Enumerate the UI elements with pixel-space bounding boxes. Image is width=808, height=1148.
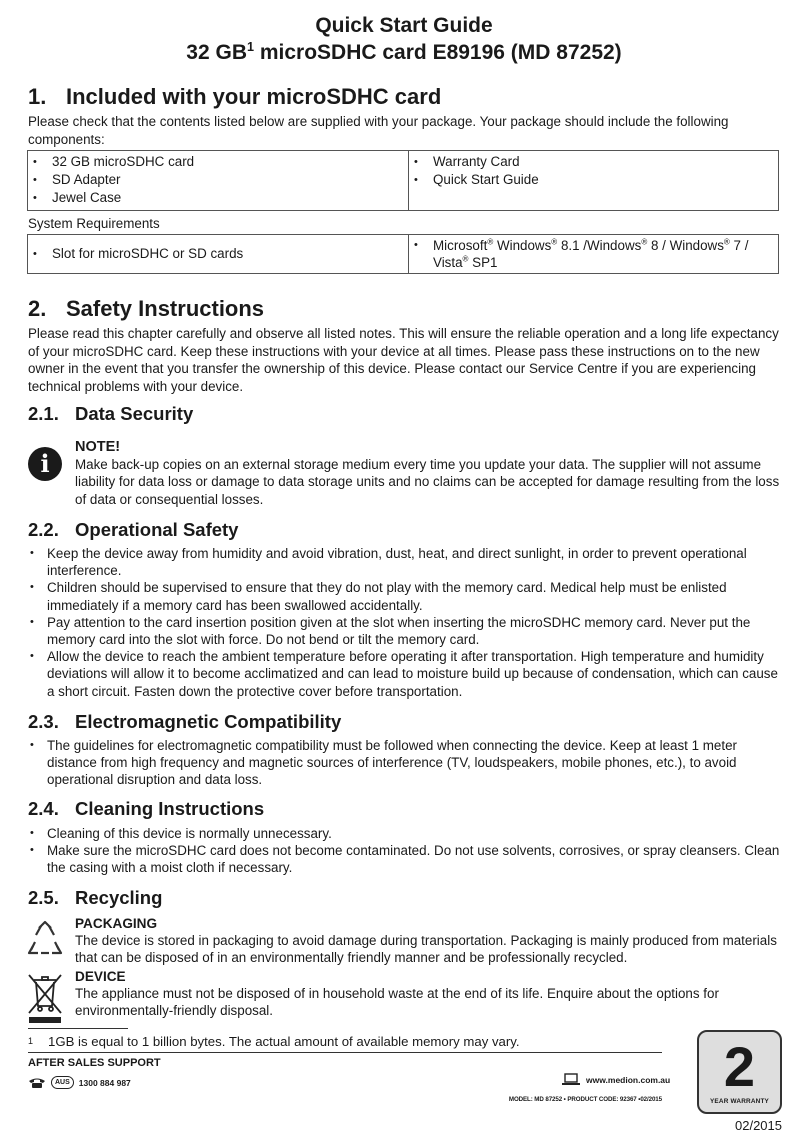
title-capacity: 32 GB bbox=[186, 41, 247, 64]
phone-number: 1300 884 987 bbox=[78, 1077, 131, 1088]
packaging-label: PACKAGING bbox=[75, 916, 158, 931]
registered-mark: ® bbox=[551, 237, 558, 247]
after-sales-heading: AFTER SALES SUPPORT bbox=[28, 1057, 161, 1069]
list-item: • Cleaning of this device is normally unnecessary. bbox=[28, 825, 780, 842]
os-text-part: 8.1 /Windows bbox=[557, 238, 642, 253]
title-footnote-mark: 1 bbox=[247, 40, 255, 54]
warranty-years: 2 bbox=[723, 1035, 756, 1098]
list-item: • Make sure the microSDHC card does not become contaminated. Do not use solvents, corrosives, or spray cleansers. Clean the casing with a moist cloth if necessary. bbox=[28, 842, 780, 876]
emc-list bbox=[28, 737, 780, 789]
support-phone bbox=[28, 1076, 131, 1089]
section-title: Data Security bbox=[75, 403, 194, 424]
title-product-name: microSDHC card E89196 (MD 87252) bbox=[254, 41, 622, 64]
model-product-code: MODEL: MD 87252 • PRODUCT CODE: 92367 •02/2015 bbox=[508, 1096, 662, 1103]
section-2-3-heading bbox=[28, 711, 341, 733]
component-item: • Warranty Card bbox=[413, 153, 774, 171]
system-requirements-table bbox=[27, 234, 779, 274]
footnote bbox=[28, 1033, 520, 1050]
component-item: • SD Adapter bbox=[32, 171, 404, 189]
section-2-title: Safety Instructions bbox=[66, 296, 265, 321]
date-code: 02/2015 bbox=[735, 1118, 782, 1133]
section-title: Electromagnetic Compatibility bbox=[75, 711, 342, 732]
section-number: 2.5. bbox=[28, 887, 59, 908]
list-item: • Pay attention to the card insertion position given at the slot when inserting the microSDHC memory card. Never put the memory card into the slot with force. Do not bend or tilt the memory card. bbox=[28, 614, 780, 648]
list-item: • Keep the device away from humidity and avoid vibration, dust, heat, and direct sunlight, in order to prevent operational interference. bbox=[28, 545, 780, 579]
registered-mark: ® bbox=[462, 254, 469, 264]
registered-mark: ® bbox=[723, 237, 730, 247]
system-requirements-label: System Requirements bbox=[28, 216, 160, 231]
component-item: • Jewel Case bbox=[32, 189, 404, 207]
section-number: 2.1. bbox=[28, 403, 59, 424]
data-security-note bbox=[75, 438, 780, 508]
title-line-2 bbox=[0, 39, 808, 66]
recycle-icon bbox=[25, 920, 65, 960]
cleaning-list bbox=[28, 825, 780, 877]
registered-mark: ® bbox=[641, 237, 648, 247]
components-right-cell bbox=[409, 151, 779, 211]
section-2-heading bbox=[28, 296, 264, 322]
telephone-icon bbox=[28, 1077, 46, 1089]
sysreq-left-cell bbox=[28, 235, 409, 274]
section-number: 2.2. bbox=[28, 519, 59, 540]
components-left-cell bbox=[28, 151, 409, 211]
section-1-number: 1. bbox=[28, 84, 47, 109]
device-text: The appliance must not be disposed of in household waste at the end of its life. Enquire about the options for environmentally-friendly disposal. bbox=[75, 986, 719, 1018]
section-title: Cleaning Instructions bbox=[75, 798, 265, 819]
component-item: • 32 GB microSDHC card bbox=[32, 153, 404, 171]
operational-safety-list bbox=[28, 545, 780, 700]
section-1-heading bbox=[28, 84, 441, 110]
list-item: • Children should be supervised to ensure that they do not play with the memory card. Medical help must be enlisted immediately if a memory card has been swallowed accidentally. bbox=[28, 579, 780, 613]
section-2-intro: Please read this chapter carefully and observe all listed notes. This will ensure the reliable operation and a long life expectancy of your microSDHC card. Keep these instructions with your device at all times. Please pass these instructions on to the new owner in the event that you transfer the ownership of this device. Please contact our Service Centre if you are experiencing technical problems with your device. bbox=[28, 326, 779, 394]
list-item: • The guidelines for electromagnetic compatibility must be followed when connecting the device. Keep at least 1 meter distance from high frequency and magnetic sources of interference (TV, loudspeakers, mobile phones, etc.), to avoid operational disruption and data loss. bbox=[28, 737, 780, 789]
sysreq-slot: • Slot for microSDHC or SD cards bbox=[32, 245, 404, 263]
support-website bbox=[562, 1073, 670, 1086]
packaging-block bbox=[75, 915, 780, 966]
section-2-4-heading bbox=[28, 798, 264, 820]
sysreq-right-cell bbox=[409, 235, 779, 274]
section-title: Operational Safety bbox=[75, 519, 239, 540]
warranty-label: YEAR WARRANTY bbox=[709, 1098, 770, 1105]
crossed-bin-icon bbox=[26, 972, 64, 1024]
section-1-intro: Please check that the contents listed below are supplied with your package. Your package should include the following components: bbox=[28, 114, 729, 147]
registered-mark: ® bbox=[487, 237, 494, 247]
info-icon: i bbox=[28, 447, 62, 481]
aus-badge: AUS bbox=[51, 1076, 74, 1089]
footnote-divider bbox=[28, 1028, 128, 1029]
footnote-mark: 1 bbox=[28, 1036, 34, 1046]
os-text-part: Microsoft bbox=[433, 238, 488, 253]
os-text-part: 8 / Windows bbox=[647, 238, 724, 253]
note-label: NOTE! bbox=[75, 439, 121, 455]
document-title bbox=[0, 13, 808, 66]
title-line-1: Quick Start Guide bbox=[315, 14, 493, 37]
os-text-part: 7 / Vista bbox=[433, 238, 749, 270]
section-title: Recycling bbox=[75, 887, 163, 908]
device-label: DEVICE bbox=[75, 969, 126, 984]
section-2-2-heading bbox=[28, 519, 238, 541]
footer-divider bbox=[28, 1052, 662, 1053]
list-item: • Allow the device to reach the ambient temperature before operating it after transportation. High temperature and humidity deviations will allow it to become acclimatized and can lead to moisture build up because of condensation, which can cause a short circuit. Fasten down the protective cover before transportation. bbox=[28, 648, 780, 700]
os-text-part: Windows bbox=[493, 238, 552, 253]
component-item: • Quick Start Guide bbox=[413, 171, 774, 189]
section-2-number: 2. bbox=[28, 296, 47, 321]
device-block bbox=[75, 968, 780, 1019]
section-number: 2.3. bbox=[28, 711, 59, 732]
warranty-badge bbox=[697, 1030, 782, 1114]
section-number: 2.4. bbox=[28, 798, 59, 819]
website-url: www.medion.com.au bbox=[586, 1074, 671, 1085]
section-2-1-heading bbox=[28, 403, 193, 425]
laptop-icon bbox=[562, 1073, 580, 1086]
note-text: Make back-up copies on an external storage medium every time you update your data. The supplier will not assume liability for data loss or damage to data storage units and no claims can be accepted for damage resulting from the loss of data or consequential losses. bbox=[75, 457, 780, 507]
footnote-text: 1GB is equal to 1 billion bytes. The actual amount of available memory may vary. bbox=[48, 1034, 520, 1049]
packaging-text: The device is stored in packaging to avoid damage during transportation. Packaging is mainly produced from materials that can be disposed of in an environmentally friendly manner and be professionally recycled. bbox=[75, 933, 777, 965]
section-1-title: Included with your microSDHC card bbox=[66, 84, 442, 109]
section-2-5-heading bbox=[28, 887, 162, 909]
sysreq-os bbox=[413, 237, 774, 271]
os-text-part: SP1 bbox=[468, 255, 498, 270]
components-table bbox=[27, 150, 779, 211]
